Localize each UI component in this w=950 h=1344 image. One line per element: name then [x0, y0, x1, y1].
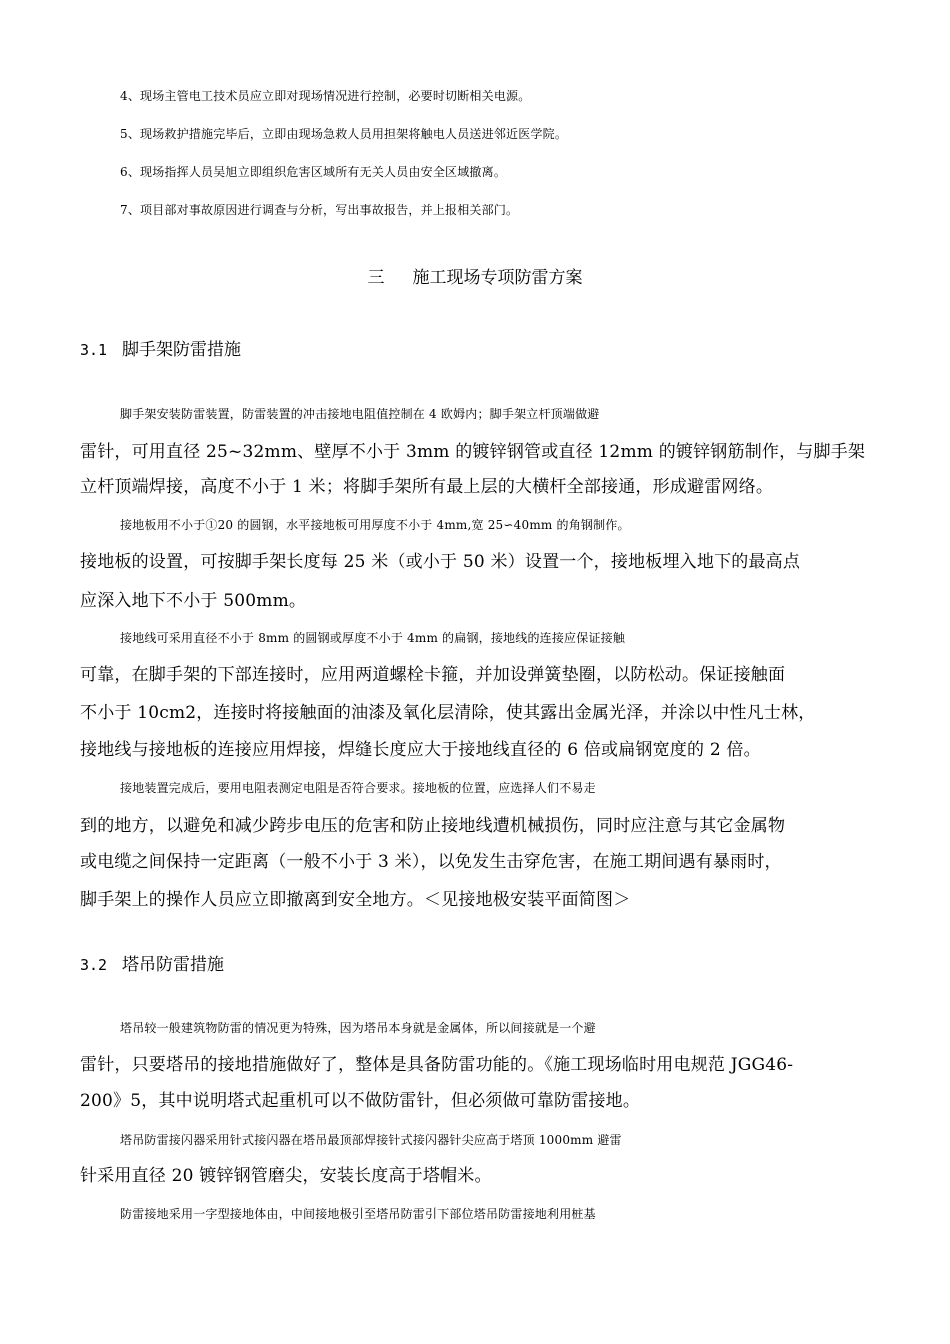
subsection-number: 3.2	[80, 956, 108, 974]
paragraph-5-line-3: 200》5，其中说明塔式起重机可以不做防雷针，但必须做可靠防雷接地。	[80, 1091, 641, 1111]
subsection-heading-3-2	[80, 953, 224, 977]
paragraph-1-line-3: 立杆顶端焊接，高度不小于 1 米；将脚手架所有最上层的大横杆全部接通，形成避雷网络。	[80, 477, 774, 497]
paragraph-4-line-4: 脚手架上的操作人员应立即撤离到安全地方。＜见接地极安装平面简图＞	[80, 890, 631, 910]
paragraph-4-line-3: 或电缆之间保持一定距离（一般不小于 3 米），以免发生击穿危害，在施工期间遇有暴雨时，	[80, 852, 782, 872]
paragraph-3-line-4: 接地线与接地板的连接应用焊接，焊缝长度应大于接地线直径的 6 倍或扁钢宽度的 2 倍。	[80, 740, 761, 760]
paragraph-4-line-2: 到的地方，以避免和减少跨步电压的危害和防止接地线遭机械损伤，同时应注意与其它金属物	[80, 816, 786, 836]
paragraph-6-line-2: 针采用直径 20 镀锌钢管磨尖，安装长度高于塔帽米。	[80, 1166, 492, 1186]
list-item-7: 7、项目部对事故原因进行调查与分析，写出事故报告，并上报相关部门。	[120, 203, 519, 217]
paragraph-1-line-1: 脚手架安装防雷装置，防雷装置的冲击接地电阻值控制在 4 欧姆内；脚手架立杆顶端做避	[120, 407, 600, 421]
list-item-4: 4、现场主管电工技术员应立即对现场情况进行控制，必要时切断相关电源。	[120, 89, 531, 103]
paragraph-3-line-2: 可靠，在脚手架的下部连接时，应用两道螺栓卡箍，并加设弹簧垫圈，以防松动。保证接触面	[80, 665, 786, 685]
subsection-heading-3-1	[80, 338, 241, 362]
subsection-title: 脚手架防雷措施	[122, 340, 241, 360]
paragraph-2-line-1: 接地板用不小于①20 的圆钢，水平接地板可用厚度不小于 4mm,宽 25∽40mm 的角钢制作。	[120, 518, 630, 532]
list-item-5: 5、现场救护措施完毕后，立即由现场急救人员用担架将触电人员送进邻近医学院。	[120, 127, 568, 141]
paragraph-2-line-2: 接地板的设置，可按脚手架长度每 25 米（或小于 50 米）设置一个，接地板埋入地下的最高点	[80, 552, 801, 572]
section-number: 三	[367, 268, 385, 288]
paragraph-3-line-3: 不小于 10cm2，连接时将接触面的油漆及氧化层清除，使其露出金属光泽，并涂以中性凡士林，	[80, 703, 816, 723]
paragraph-5-line-1: 塔吊较一般建筑物防雷的情况更为特殊，因为塔吊本身就是金属体，所以间接就是一个避	[120, 1021, 596, 1035]
paragraph-4-line-1: 接地装置完成后，要用电阻表测定电阻是否符合要求。接地板的位置，应选择人们不易走	[120, 781, 596, 795]
subsection-number: 3.1	[80, 341, 108, 359]
paragraph-5-line-2: 雷针，只要塔吊的接地措施做好了，整体是具备防雷功能的。《施工现场临时用电规范 JGG46-	[80, 1055, 794, 1075]
section-title: 施工现场专项防雷方案	[412, 268, 583, 288]
paragraph-1-line-2: 雷针，可用直径 25~32mm、壁厚不小于 3mm 的镀锌钢管或直径 12mm 的镀锌钢筋制作，与脚手架	[80, 442, 866, 462]
section-heading	[0, 266, 950, 290]
paragraph-3-line-1: 接地线可采用直径不小于 8mm 的圆钢或厚度不小于 4mm 的扁钢，接地线的连接应保证接触	[120, 631, 626, 645]
paragraph-7-line-1: 防雷接地采用一字型接地体由，中间接地极引至塔吊防雷引下部位塔吊防雷接地利用桩基	[120, 1207, 596, 1221]
paragraph-6-line-1: 塔吊防雷接闪器采用针式接闪器在塔吊最顶部焊接针式接闪器针尖应高于塔顶 1000mm 避雷	[120, 1133, 622, 1147]
list-item-6: 6、现场指挥人员吴旭立即组织危害区域所有无关人员由安全区域撤离。	[120, 165, 507, 179]
subsection-title: 塔吊防雷措施	[122, 955, 224, 975]
paragraph-2-line-3: 应深入地下不小于 500mm。	[80, 591, 307, 611]
